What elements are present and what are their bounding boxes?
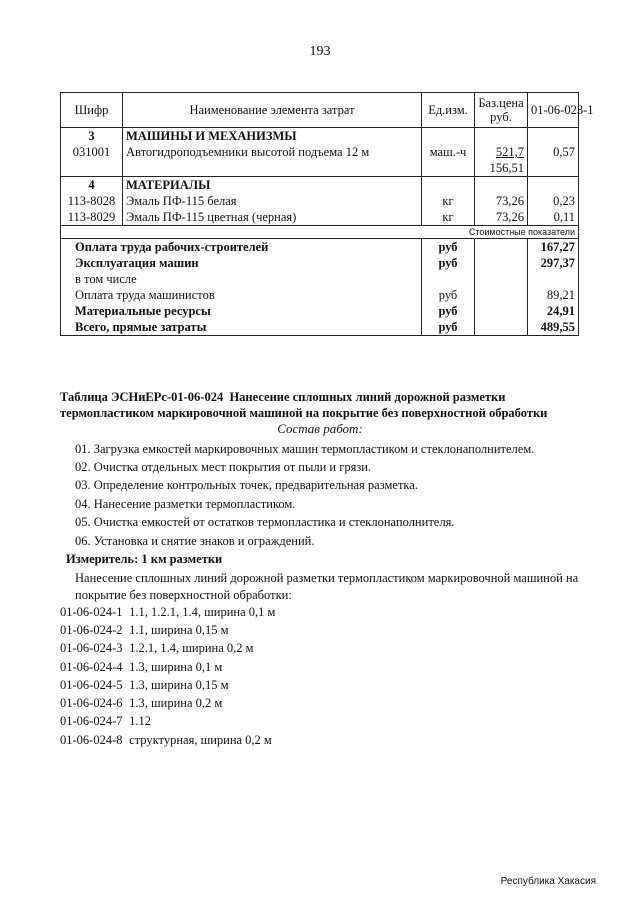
works-title: Состав работ: (277, 421, 363, 436)
row-price: 73,26 (475, 193, 528, 209)
footer-region: Республика Хакасия (500, 876, 596, 887)
table-title-line2: термопластиком маркировочной машиной на покрытие без поверхностной обработки (60, 406, 548, 420)
section-title: МАТЕРИАЛЫ (123, 177, 422, 194)
list-item (60, 623, 229, 638)
work-item: 04. Нанесение разметки термопластиком. (75, 497, 296, 511)
code-text: 1.12 (129, 714, 151, 728)
row-value: 0,11 (528, 209, 579, 226)
code-id: 01-06-024-3 (60, 641, 123, 655)
list-item (60, 678, 229, 693)
code-id: 01-06-024-1 (60, 605, 123, 619)
summary-name: Материальные ресурсы (61, 303, 422, 319)
row-code: 031001 (61, 144, 123, 177)
description: Нанесение сплошных линий дорожной разметки термопластиком маркировочной машиной на покрытие без поверхностной обработки: (75, 571, 579, 602)
row-unit: маш.-ч (422, 144, 475, 177)
row-unit: кг (422, 209, 475, 226)
section-number: 4 (61, 177, 123, 194)
summary-row (61, 319, 579, 336)
section-row (61, 177, 579, 194)
summary-unit: руб (422, 287, 475, 303)
table-row (61, 209, 579, 226)
code-id: 01-06-024-7 (60, 714, 123, 728)
list-item (60, 733, 272, 748)
summary-row (61, 303, 579, 319)
resource-table (60, 92, 594, 336)
summary-unit: руб (422, 255, 475, 271)
measure-unit: Измеритель: 1 км разметки (66, 552, 223, 566)
summary-value: 167,27 (528, 239, 579, 256)
row-code: 113-8029 (61, 209, 123, 226)
summary-value: 24,91 (528, 303, 579, 319)
work-item: 05. Очистка емкостей от остатков термопластика и стеклонаполнителя. (75, 515, 455, 529)
code-id: 01-06-024-8 (60, 733, 123, 747)
list-item (60, 714, 151, 729)
summary-name: в том числе (61, 271, 422, 287)
row-value: 0,23 (528, 193, 579, 209)
code-text: структурная, ширина 0,2 м (129, 733, 272, 747)
header-price (475, 93, 528, 128)
work-item: 02. Очистка отдельных мест покрытия от пыли и грязи. (75, 460, 372, 474)
summary-name: Оплата труда машинистов (61, 287, 422, 303)
summary-row (61, 271, 579, 287)
table-row (61, 193, 579, 209)
header-price-line1: Баз.цена (478, 96, 524, 110)
code-text: 1.3, ширина 0,1 м (129, 660, 223, 674)
summary-name: Всего, прямые затраты (61, 319, 422, 336)
row-price (475, 144, 528, 177)
summary-name: Оплата труда рабочих-строителей (61, 239, 422, 256)
work-item: 03. Определение контрольных точек, предварительная разметка. (75, 478, 418, 492)
work-item: 06. Установка и снятие знаков и ограждений. (75, 534, 315, 548)
summary-unit: руб (422, 239, 475, 256)
code-text: 1.3, ширина 0,15 м (129, 678, 229, 692)
table-title-line1: Нанесение сплошных линий дорожной разметки (223, 390, 506, 404)
table-title (60, 389, 600, 421)
code-id: 01-06-024-4 (60, 660, 123, 674)
code-text: 1.1, 1.2.1, 1.4, ширина 0,1 м (129, 605, 276, 619)
summary-name: Эксплуатация машин (61, 255, 422, 271)
table-title-prefix: Таблица ЭСНиЕРс-01-06-024 (60, 390, 224, 404)
code-text: 1.3, ширина 0,2 м (129, 696, 223, 710)
row-name: Автогидроподъемники высотой подъема 12 м (123, 144, 422, 177)
section-title: МАШИНЫ И МЕХАНИЗМЫ (123, 128, 422, 145)
header-price-line2: руб. (490, 110, 512, 124)
table-row (61, 144, 579, 177)
header-unit: Ед.изм. (422, 93, 475, 128)
section-number: 3 (61, 128, 123, 145)
header-code: Шифр (61, 93, 123, 128)
row-price: 73,26 (475, 209, 528, 226)
summary-value: 89,21 (528, 287, 579, 303)
list-item (60, 605, 275, 620)
section-row (61, 128, 579, 145)
row-unit: кг (422, 193, 475, 209)
summary-value: 297,37 (528, 255, 579, 271)
work-item: 01. Загрузка емкостей маркировочных машин термопластиком и стеклонаполнителем. (75, 442, 535, 456)
summary-row (61, 239, 579, 256)
summary-unit: руб (422, 319, 475, 336)
code-id: 01-06-024-5 (60, 678, 123, 692)
cost-indicators-row (61, 226, 579, 239)
cost-indicators-label: Стоимостные показатели (61, 226, 579, 239)
summary-unit: руб (422, 303, 475, 319)
list-item (60, 696, 222, 711)
header-name: Наименование элемента затрат (123, 93, 422, 128)
row-name: Эмаль ПФ-115 белая (123, 193, 422, 209)
table-header-row (61, 93, 579, 128)
code-id: 01-06-024-6 (60, 696, 123, 710)
list-item (60, 660, 222, 675)
row-code: 113-8028 (61, 193, 123, 209)
row-price-main: 521,7 (495, 145, 524, 159)
summary-row (61, 255, 579, 271)
summary-value: 489,55 (528, 319, 579, 336)
code-text: 1.1, ширина 0,15 м (129, 623, 229, 637)
summary-row (61, 287, 579, 303)
code-text: 1.2.1, 1.4, ширина 0,2 м (129, 641, 254, 655)
header-norm: 01-06-023-1 (528, 93, 579, 128)
row-value: 0,57 (528, 144, 579, 177)
page-number: 193 (309, 44, 331, 59)
row-name: Эмаль ПФ-115 цветная (черная) (123, 209, 422, 226)
row-price-secondary: 156,51 (489, 161, 524, 175)
list-item (60, 641, 254, 656)
code-id: 01-06-024-2 (60, 623, 123, 637)
